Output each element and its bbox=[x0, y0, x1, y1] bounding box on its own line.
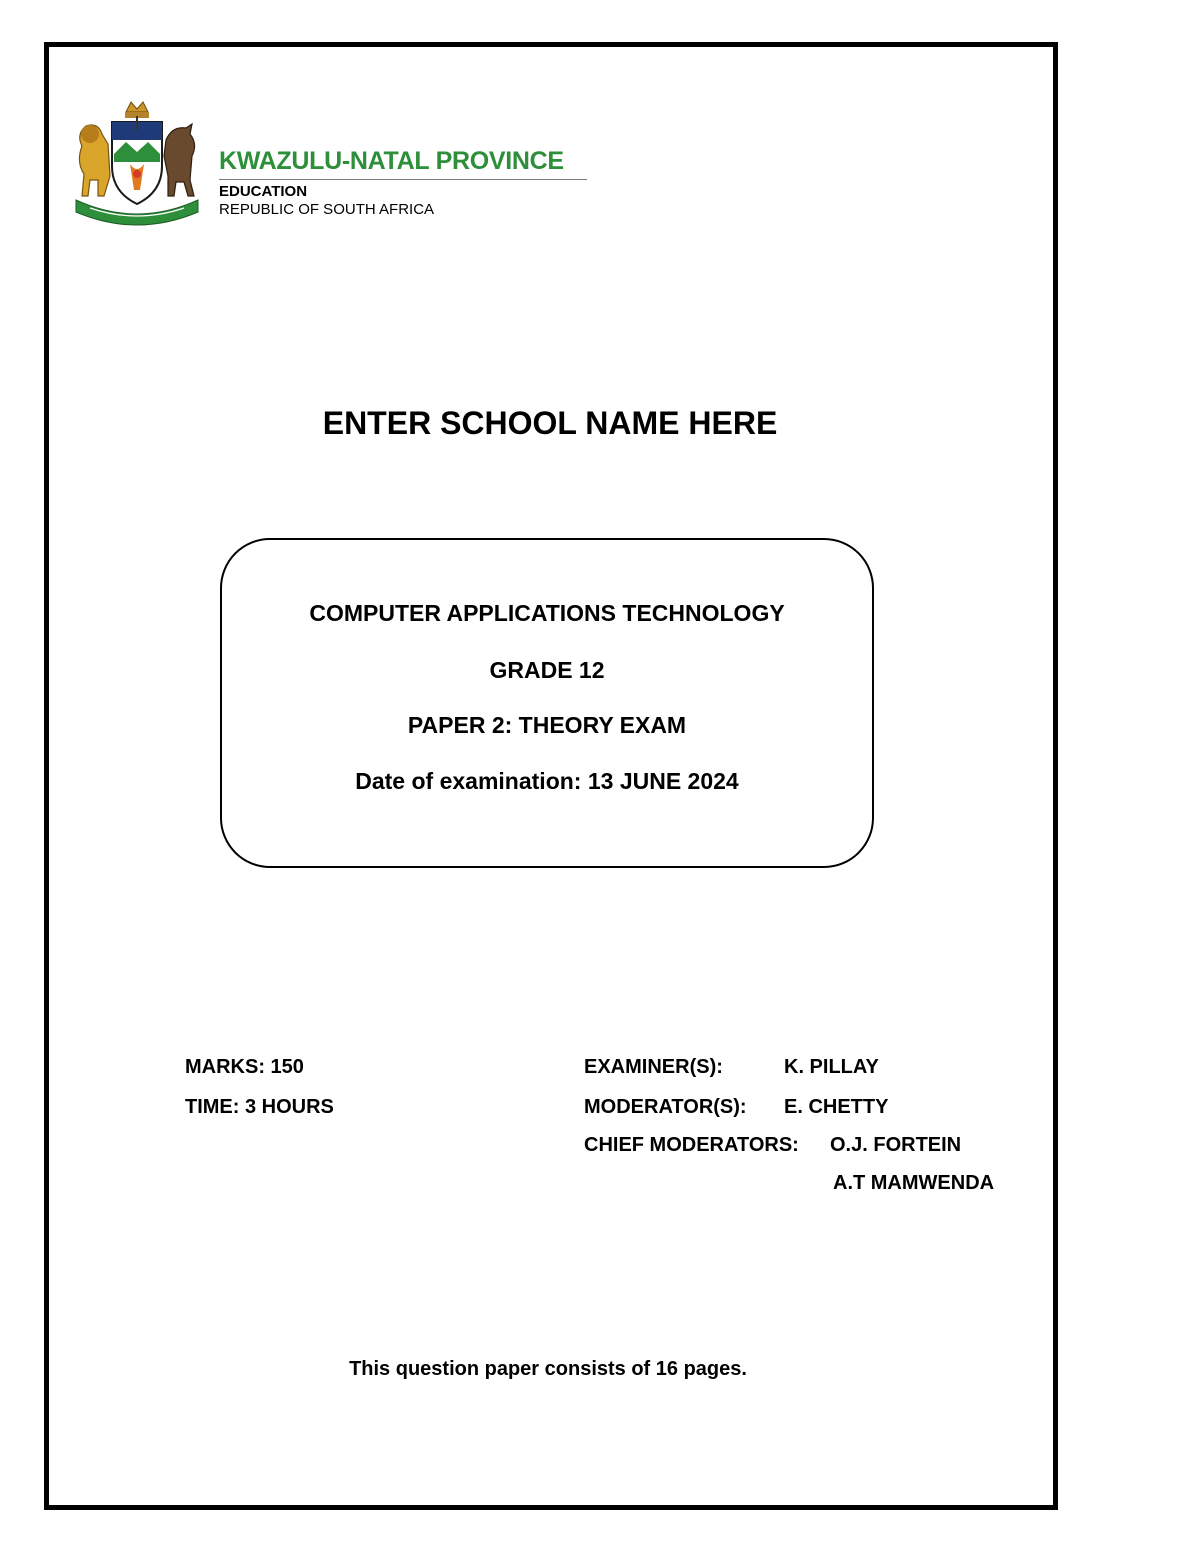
chief-moderators-label: CHIEF MODERATORS: bbox=[584, 1134, 799, 1156]
department-name: EDUCATION bbox=[219, 183, 308, 200]
grade-label: GRADE 12 bbox=[489, 657, 605, 683]
province-title: KWAZULU-NATAL PROVINCE bbox=[219, 146, 587, 180]
exam-date: Date of examination: 13 JUNE 2024 bbox=[355, 768, 739, 794]
moderator-label: MODERATOR(S): bbox=[584, 1096, 747, 1118]
paper-title: PAPER 2: THEORY EXAM bbox=[407, 712, 687, 738]
school-name: ENTER SCHOOL NAME HERE bbox=[322, 405, 778, 441]
subject-title: COMPUTER APPLICATIONS TECHNOLOGY bbox=[309, 600, 785, 626]
examiner-label: EXAMINER(S): bbox=[584, 1056, 723, 1078]
examiner-name: K. PILLAY bbox=[784, 1056, 879, 1078]
country-name: REPUBLIC OF SOUTH AFRICA bbox=[219, 201, 435, 218]
page-count-note: This question paper consists of 16 pages. bbox=[349, 1358, 747, 1380]
chief-moderator-name: A.T MAMWENDA bbox=[833, 1172, 995, 1194]
chief-moderator-name: O.J. FORTEIN bbox=[830, 1134, 962, 1156]
exam-duration: TIME: 3 HOURS bbox=[185, 1096, 334, 1118]
exam-title-box bbox=[220, 538, 874, 868]
department-branding bbox=[219, 146, 587, 218]
marks-total: MARKS: 150 bbox=[185, 1056, 304, 1078]
coat-of-arms-logo bbox=[68, 100, 206, 234]
moderator-name: E. CHETTY bbox=[784, 1096, 889, 1118]
